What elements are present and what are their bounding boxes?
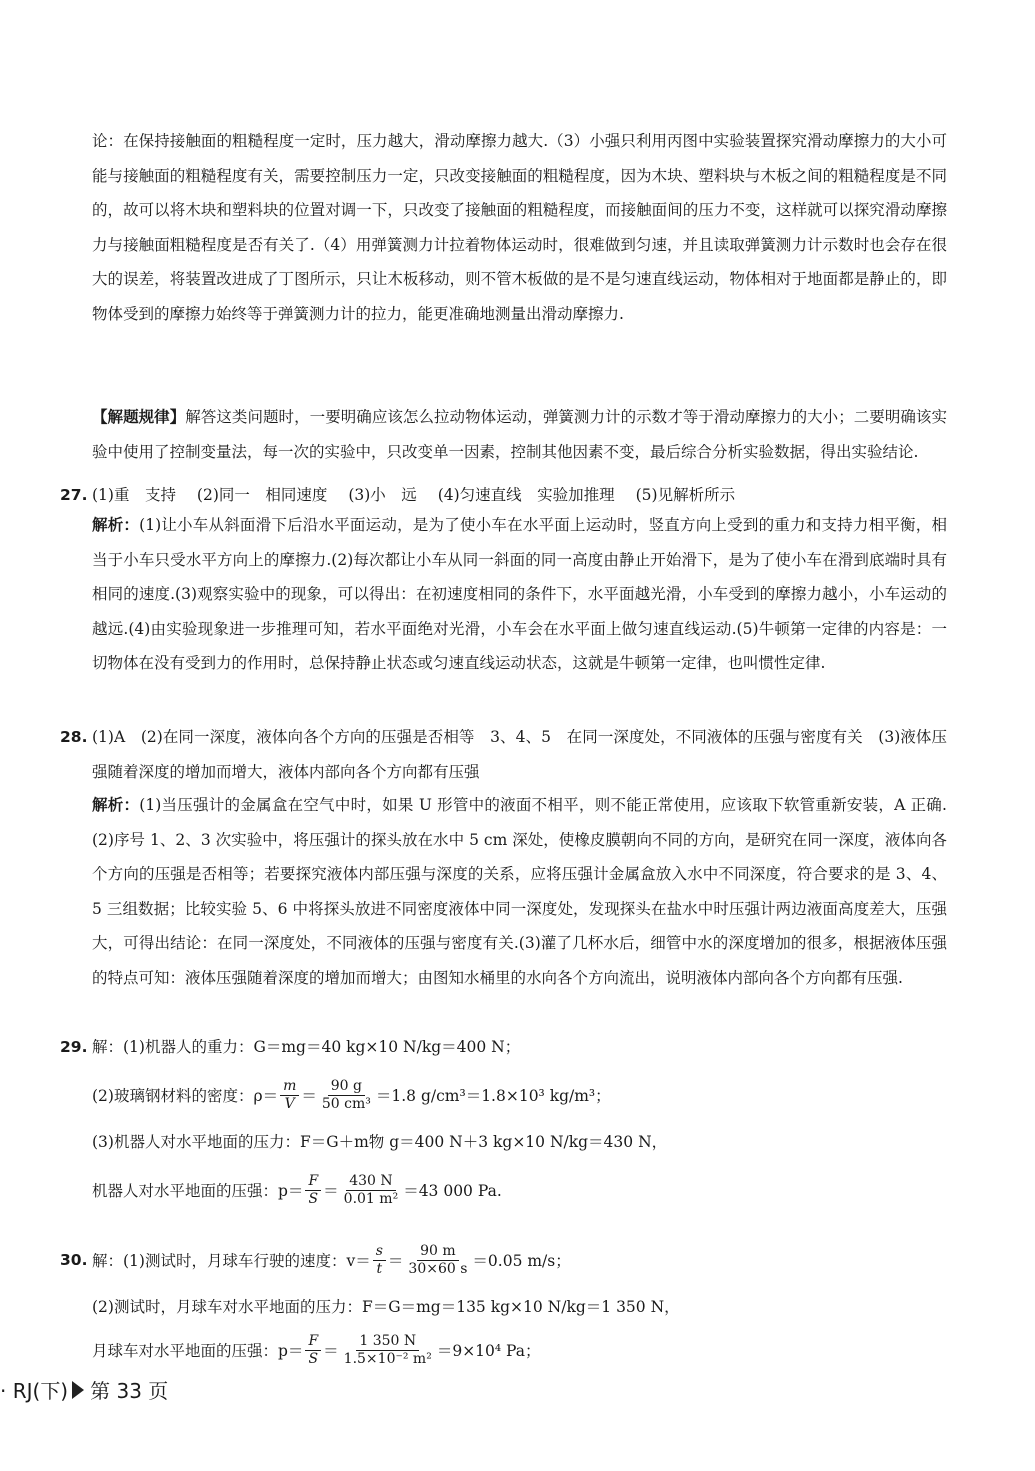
q29-fraction-pressure: $\frac{430 N}{\text{0.01 m²}}$ xyxy=(343,1172,399,1207)
q30-line-2: (2)测试时，月球车对水平地面的压力：F＝G＝mg＝135 kg×10 N/kg＝1 350 N， xyxy=(92,1298,680,1316)
q28-answer: (1)A (2)在同一深度，液体向各个方向的压强是否相等 3、4、5 在同一深度处，不同液体的压强与密度有关 (3)液体压强随着深度的增加而增大，液体内部向各个方向都有压强 xyxy=(92,728,947,781)
q30-line-3: 月球车对水平地面的压强：p＝ $\frac{F}{S}$ ＝ $\frac{1 350 N}{\text{1.5×10⁻² m²}}$ ＝9×10⁴ Pa； xyxy=(92,1332,541,1367)
triangle-arrow-icon xyxy=(72,1381,84,1399)
q27-analysis xyxy=(92,508,947,681)
q27-number: 27. xyxy=(60,486,88,504)
edition-label: · RJ(下) xyxy=(0,1379,69,1403)
q29-line-2: (2)玻璃钢材料的密度：ρ＝ $\frac{m}{V}$ ＝ $\frac{90 g}{\text{50 cm³}}$ ＝1.8 g/cm³＝1.8×10³ kg/m³； xyxy=(92,1077,611,1112)
q29-fraction-values: $\frac{90 g}{\text{50 cm³}}$ xyxy=(321,1077,371,1112)
q30-fraction-s-t: $\frac{s}{t}$ xyxy=(373,1243,386,1278)
q27-answer-1: (1)重 支持 xyxy=(92,486,176,504)
q27-analysis-text: (1)让小车从斜面滑下后沿水平面运动，是为了使小车在水平面上运动时，竖直方向上受到的重力和支持力相平衡，相当于小车只受水平方向上的摩擦力.(2)每次都让小车从同一斜面的同一高度由静止开始滑下，是为了使小车在滑到底端时具有相同的速度.(3)观察实验中的现象，可以得出：在初速度相同的条件下，水平面越光滑，小车受到的摩擦力越小，小车运动的越远.(4)由实验现象进一步推理可知，若水平面绝对光滑，小车会在水平面上做匀速直线运动.(5)牛顿第一定律的内容是：一切物体在没有受到力的作用时，总保持静止状态或匀速直线运动状态，这就是牛顿第一定律，也叫惯性定律. xyxy=(92,516,947,672)
q29-line-4: 机器人对水平地面的压强：p＝ $\frac{F}{S}$ ＝ $\frac{430 N}{\text{0.01 m²}}$ ＝43 000 Pa. xyxy=(92,1172,502,1207)
q28-analysis-tag: 解析： xyxy=(92,796,140,814)
q30-fraction-speed: $\frac{90 m}{30\times 60 s}$ xyxy=(408,1242,468,1277)
page-number: 第 33 页 xyxy=(90,1379,169,1403)
q30-fraction-pressure: $\frac{1 350 N}{\text{1.5×10⁻² m²}}$ xyxy=(343,1332,432,1367)
intro-paragraph: 论：在保持接触面的粗糙程度一定时，压力越大，滑动摩擦力越大.（3）小强只利用丙图中实验装置探究滑动摩擦力的大小可能与接触面的粗糙程度有关，需要控制压力一定，只改变接触面的粗糙程度，因为木块、塑料块与木板之间的粗糙程度是不同的，故可以将木块和塑料块的位置对调一下，只改变了接触面的粗糙程度，而接触面间的压力不变，这样就可以探究滑动摩擦力与接触面粗糙程度是否有关了.（4）用弹簧测力计拉着物体运动时，很难做到匀速，并且读取弹簧测力计示数时也会存在很大的误差，将装置改进成了丁图所示，只让木板移动，则不管木板做的是不是匀速直线运动，物体相对于地面都是静止的，即物体受到的摩擦力始终等于弹簧测力计的拉力，能更准确地测量出滑动摩擦力. xyxy=(92,132,947,323)
q27-analysis-tag: 解析： xyxy=(92,516,140,534)
page-footer xyxy=(0,1375,168,1404)
q27-answer-2: (2)同一 相同速度 xyxy=(196,486,328,504)
q29-fraction-m-v: $\frac{m}{V}$ xyxy=(280,1078,299,1113)
q27-answer-5: (5)见解析所示 xyxy=(635,486,736,504)
q30-number: 30. xyxy=(60,1251,88,1269)
q29-number: 29. xyxy=(60,1038,88,1056)
q29-line-1: 解：(1)机器人的重力：G＝mg＝40 kg×10 N/kg＝400 N； xyxy=(92,1038,521,1056)
q30-line-1: 解：(1)测试时，月球车行驶的速度：v＝ $\frac{s}{t}$ ＝ $\frac{90 m}{30\times 60 s}$ ＝0.05 m/s； xyxy=(92,1242,571,1277)
q27-answer-4: (4)匀速直线 实验加推理 xyxy=(437,486,615,504)
q28-analysis-text: (1)当压强计的金属盒在空气中时，如果 U 形管中的液面不相平，则不能正常使用，应该取下软管重新安装，A 正确.(2)序号 1、2、3 次实验中，将压强计的探头放在水中 5 cm 深处，使橡皮膜朝向不同的方向，是研究在同一深度，液体向各个方向的压强是否相等；若要探究液体内部压强与深度的关系，应将压强计金属盒放入水中不同深度，符合要求的是 3、4、5 三组数据；比较实验 5、6 中将探头放进不同密度液体中同一深度处，发现探头在盐水中时压强计两边液面高度差大，压强大，可得出结论：在同一深度处，不同液体的压强与密度有关.(3)灌了几杯水后，细管中水的深度增加的很多，根据液体压强的特点可知：液体压强随着深度的增加而增大；由图知水桶里的水向各个方向流出，说明液体内部向各个方向都有压强. xyxy=(92,796,947,987)
rule-text: 解答这类问题时，一要明确应该怎么拉动物体运动，弹簧测力计的示数才等于滑动摩擦力的大小；二要明确该实验中使用了控制变量法，每一次的实验中，只改变单一因素，控制其他因素不变，最后综合分析实验数据，得出实验结论. xyxy=(92,408,947,461)
rule-tag: 【解题规律】 xyxy=(92,408,186,426)
solving-rule xyxy=(92,400,947,469)
q28-number: 28. xyxy=(60,728,88,746)
q28-analysis xyxy=(92,788,947,995)
q29-line-3: (3)机器人对水平地面的压力：F＝G＋m物 g＝400 N＋3 kg×10 N/kg＝430 N， xyxy=(92,1133,668,1151)
q27-answer-3: (3)小 远 xyxy=(348,486,417,504)
q30-fraction-f-s: $\frac{F}{S}$ xyxy=(305,1333,321,1368)
q29-fraction-f-s: $\frac{F}{S}$ xyxy=(305,1173,321,1208)
